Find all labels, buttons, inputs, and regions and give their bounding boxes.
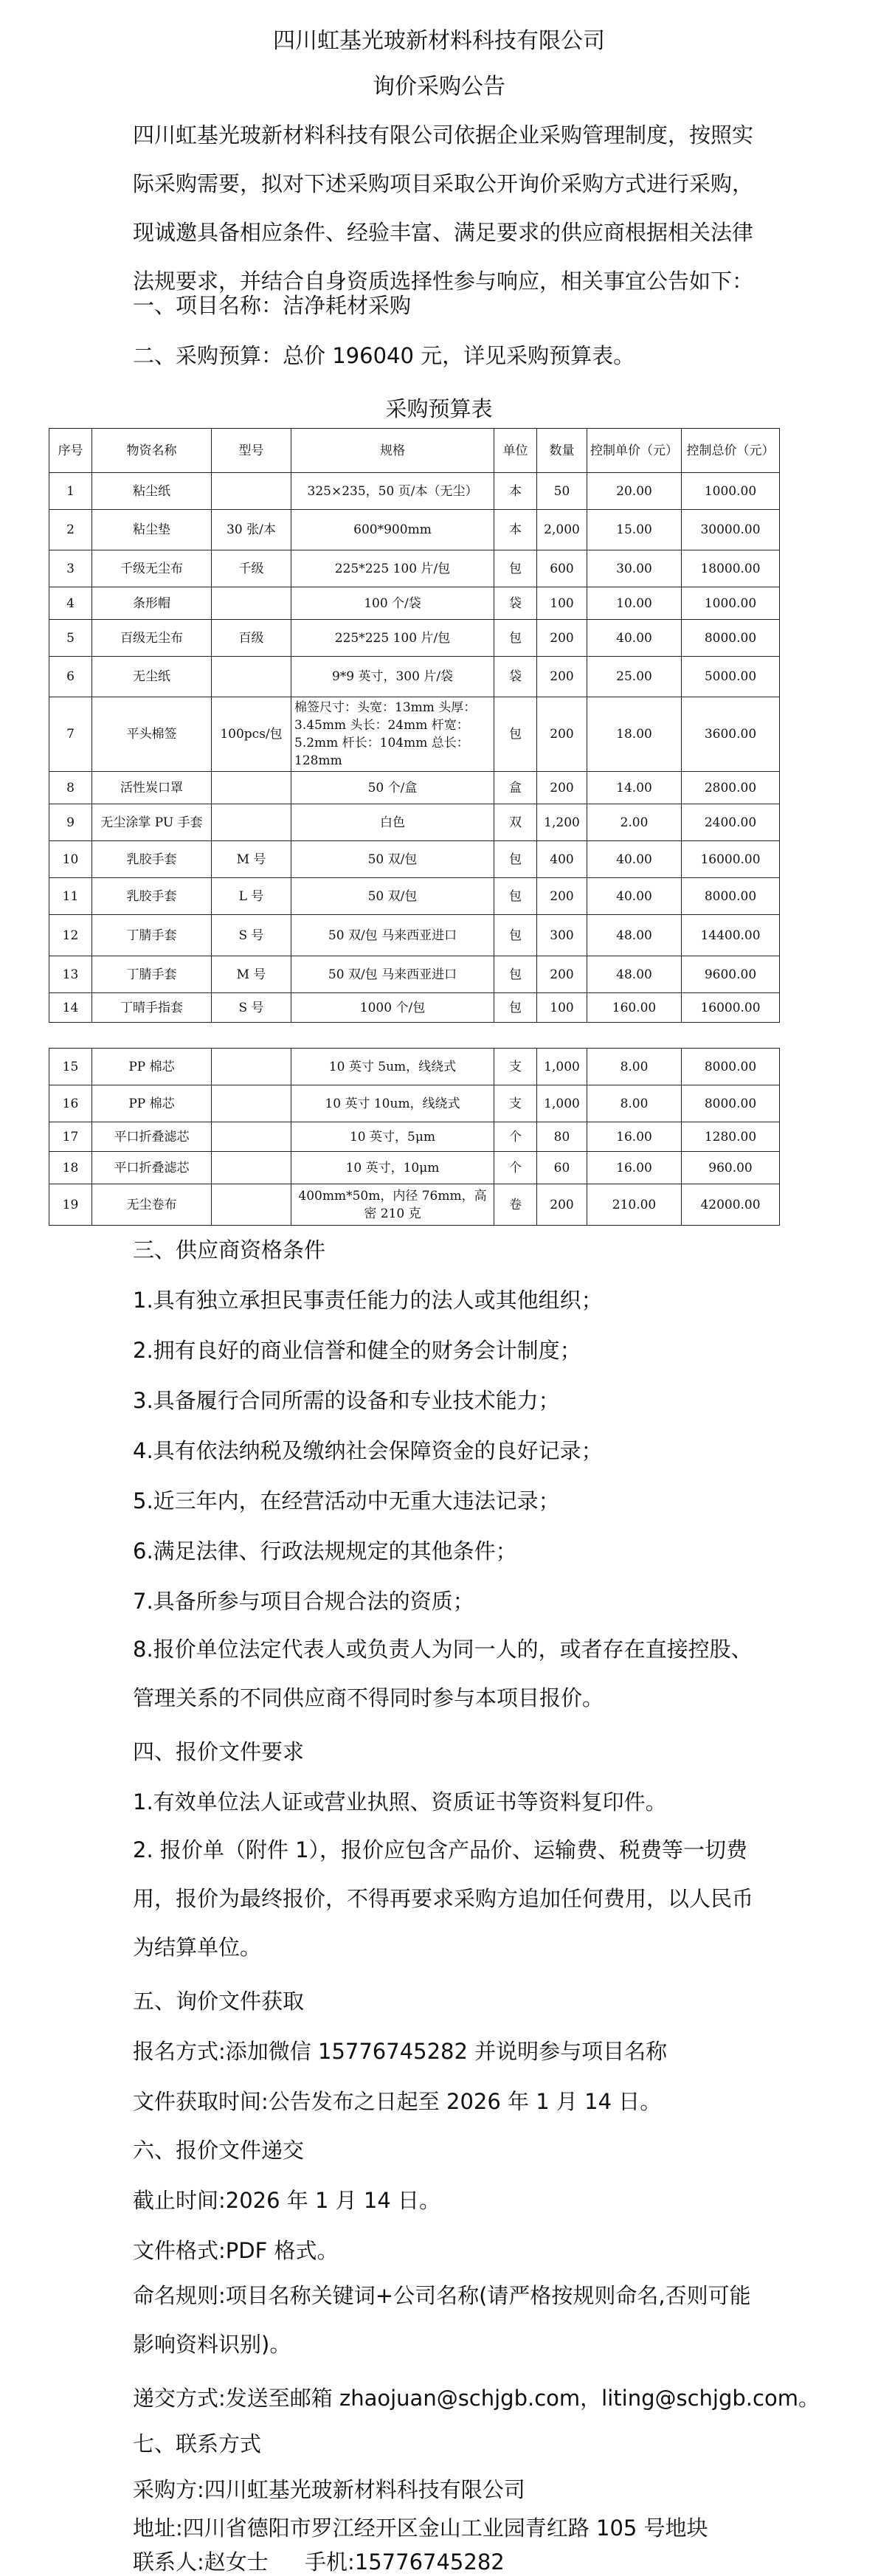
cell-total: 3600.00 [682, 697, 780, 772]
cell-total: 2800.00 [682, 772, 780, 804]
cell-spec: 1000 个/包 [291, 993, 494, 1023]
section-4-title: 四、报价文件要求 [133, 1739, 305, 1764]
cell-spec: 50 双/包 马来西亚进口 [291, 915, 494, 956]
cell-seq: 12 [49, 915, 92, 956]
table-header-row [49, 429, 780, 473]
cell-unit: 盒 [494, 772, 537, 804]
sec5-item-2: 文件获取时间:公告发布之日起至 2026 年 1 月 14 日。 [133, 2089, 662, 2114]
cell-seq: 11 [49, 878, 92, 915]
budget-table [49, 428, 780, 1023]
table-row [49, 620, 780, 657]
cell-name: PP 棉芯 [92, 1085, 212, 1122]
cell-unit: 包 [494, 841, 537, 878]
cell-model [212, 1152, 291, 1184]
table-row [49, 1049, 780, 1085]
cell-unit: 包 [494, 697, 537, 772]
cell-seq: 1 [49, 473, 92, 510]
table-row [49, 878, 780, 915]
cell-total: 42000.00 [682, 1184, 780, 1226]
cell-name: 条形帽 [92, 587, 212, 620]
cell-model [212, 804, 291, 841]
intro-paragraph: 四川虹基光玻新材料科技有限公司依据企业采购管理制度，按照实际采购需要，拟对下述采购项目采取公开询价采购方式进行采购，现诚邀具备相应条件、经验丰富、满足要求的供应商根据相关法律法规要求，并结合自身资质选择性参与响应，相关事宜公告如下： [133, 122, 754, 294]
cell-unit: 袋 [494, 657, 537, 697]
cell-price: 8.00 [587, 1049, 682, 1085]
cell-model: M 号 [212, 956, 291, 993]
cell-unit: 袋 [494, 587, 537, 620]
cell-name: 平头棉签 [92, 697, 212, 772]
sec7-contact: 联系人:赵女士 [133, 2549, 269, 2575]
cell-qty: 200 [537, 1184, 587, 1226]
cell-unit: 包 [494, 993, 537, 1023]
section-5-title: 五、询价文件获取 [133, 1989, 305, 2014]
cell-qty: 300 [537, 915, 587, 956]
table-row [49, 915, 780, 956]
sec4-item-2: 2. 报价单（附件 1），报价应包含产品价、运输费、税费等一切费用，报价为最终报价，不得再要求采购方追加任何费用，以人民币为结算单位。 [133, 1837, 754, 1960]
header-name: 物资名称 [92, 429, 212, 473]
section-6-title: 六、报价文件递交 [133, 2138, 305, 2163]
cell-qty: 200 [537, 956, 587, 993]
sec3-item-1: 1.具有独立承担民事责任能力的法人或其他组织； [133, 1288, 603, 1313]
sec7-item-1: 采购方:四川虹基光玻新材料科技有限公司 [133, 2477, 525, 2502]
cell-model [212, 1122, 291, 1152]
cell-total: 9600.00 [682, 956, 780, 993]
table-row [49, 1152, 780, 1184]
cell-total: 1000.00 [682, 473, 780, 510]
cell-qty: 50 [537, 473, 587, 510]
table-row [49, 804, 780, 841]
cell-name: PP 棉芯 [92, 1049, 212, 1085]
cell-total: 8000.00 [682, 1085, 780, 1122]
cell-name: 丁腈手套 [92, 956, 212, 993]
cell-name: 无尘卷布 [92, 1184, 212, 1226]
cell-name: 乳胶手套 [92, 878, 212, 915]
cell-seq: 8 [49, 772, 92, 804]
cell-spec: 50 个/盒 [291, 772, 494, 804]
cell-qty: 600 [537, 550, 587, 587]
cell-spec: 50 双/包 [291, 841, 494, 878]
cell-model [212, 772, 291, 804]
cell-total: 16000.00 [682, 841, 780, 878]
cell-total: 1000.00 [682, 587, 780, 620]
cell-spec: 50 双/包 [291, 878, 494, 915]
cell-qty: 1,200 [537, 804, 587, 841]
cell-price: 160.00 [587, 993, 682, 1023]
budget-table-title: 采购预算表 [385, 396, 493, 421]
cell-price: 25.00 [587, 657, 682, 697]
cell-qty: 100 [537, 587, 587, 620]
section-3-title: 三、供应商资格条件 [133, 1237, 326, 1263]
table-row [49, 956, 780, 993]
cell-name: 无尘涂掌 PU 手套 [92, 804, 212, 841]
table-row [49, 1085, 780, 1122]
header-qty: 数量 [537, 429, 587, 473]
cell-qty: 2,000 [537, 510, 587, 550]
cell-model: S 号 [212, 993, 291, 1023]
cell-model: 百级 [212, 620, 291, 657]
cell-qty: 200 [537, 697, 587, 772]
cell-total: 14400.00 [682, 915, 780, 956]
header-unit-price: 控制单价（元） [587, 429, 682, 473]
header-spec: 规格 [291, 429, 494, 473]
sec7-phone: 手机:15776745282 [305, 2549, 505, 2575]
cell-spec: 10 英寸 10um，线绕式 [291, 1085, 494, 1122]
cell-unit: 包 [494, 956, 537, 993]
cell-qty: 60 [537, 1152, 587, 1184]
sec7-contact-phone-line [133, 2546, 505, 2576]
table-row [49, 697, 780, 772]
sec3-item-8: 8.报价单位法定代表人或负责人为同一人的，或者存在直接控股、管理关系的不同供应商不得同时参与本项目报价。 [133, 1637, 753, 1710]
sec3-item-5: 5.近三年内，在经营活动中无重大违法记录； [133, 1488, 560, 1513]
cell-spec: 325×235，50 页/本（无尘） [291, 473, 494, 510]
header-seq: 序号 [49, 429, 92, 473]
cell-price: 210.00 [587, 1184, 682, 1226]
cell-model [212, 587, 291, 620]
cell-qty: 200 [537, 878, 587, 915]
cell-spec: 棉签尺寸：头宽：13mm 头厚：3.45mm 头长：24mm 杆宽：5.2mm 杆长：104mm 总长： 128mm [291, 697, 494, 772]
cell-spec: 225*225 100 片/包 [291, 620, 494, 657]
cell-name: 平口折叠滤芯 [92, 1152, 212, 1184]
sec4-item-1: 1.有效单位法人证或营业执照、资质证书等资料复印件。 [133, 1789, 667, 1814]
cell-qty: 1,000 [537, 1049, 587, 1085]
table-row [49, 587, 780, 620]
cell-total: 2400.00 [682, 804, 780, 841]
cell-name: 粘尘垫 [92, 510, 212, 550]
cell-seq: 4 [49, 587, 92, 620]
cell-name: 活性炭口罩 [92, 772, 212, 804]
cell-model: 30 张/本 [212, 510, 291, 550]
cell-seq: 3 [49, 550, 92, 587]
cell-price: 15.00 [587, 510, 682, 550]
cell-qty: 1,000 [537, 1085, 587, 1122]
cell-model: L 号 [212, 878, 291, 915]
cell-name: 千级无尘布 [92, 550, 212, 587]
cell-name: 百级无尘布 [92, 620, 212, 657]
cell-spec: 600*900mm [291, 510, 494, 550]
table-row [49, 841, 780, 878]
cell-spec: 10 英寸，10μm [291, 1152, 494, 1184]
cell-qty: 200 [537, 620, 587, 657]
sec3-item-7: 7.具备所参与项目合规合法的资质； [133, 1589, 474, 1614]
cell-price: 16.00 [587, 1152, 682, 1184]
table-row [49, 657, 780, 697]
cell-seq: 9 [49, 804, 92, 841]
cell-model [212, 657, 291, 697]
table-row [49, 1184, 780, 1226]
cell-total: 8000.00 [682, 620, 780, 657]
sec6-item-3: 命名规则:项目名称关键词+公司名称(请严格按规则命名,否则可能影响资料识别)。 [133, 2283, 751, 2357]
cell-model: 千级 [212, 550, 291, 587]
cell-qty: 100 [537, 993, 587, 1023]
cell-unit: 支 [494, 1049, 537, 1085]
cell-unit: 本 [494, 473, 537, 510]
cell-name: 平口折叠滤芯 [92, 1122, 212, 1152]
cell-total: 960.00 [682, 1152, 780, 1184]
cell-total: 1280.00 [682, 1122, 780, 1152]
sec6-item-4: 递交方式:发送至邮箱 zhaojuan@schjgb.com，liting@schjgb.com。 [133, 2386, 820, 2411]
cell-price: 48.00 [587, 956, 682, 993]
cell-spec: 10 英寸 5um，线绕式 [291, 1049, 494, 1085]
table-row [49, 473, 780, 510]
cell-name: 无尘纸 [92, 657, 212, 697]
cell-price: 30.00 [587, 550, 682, 587]
cell-seq: 16 [49, 1085, 92, 1122]
sec3-item-6: 6.满足法律、行政法规规定的其他条件； [133, 1539, 517, 1564]
cell-name: 丁晴手指套 [92, 993, 212, 1023]
cell-qty: 200 [537, 657, 587, 697]
cell-unit: 双 [494, 804, 537, 841]
cell-seq: 17 [49, 1122, 92, 1152]
cell-unit: 本 [494, 510, 537, 550]
cell-model: S 号 [212, 915, 291, 956]
cell-seq: 15 [49, 1049, 92, 1085]
table-row [49, 772, 780, 804]
sec5-item-1: 报名方式:添加微信 15776745282 并说明参与项目名称 [133, 2039, 668, 2064]
document-title: 询价采购公告 [373, 74, 505, 100]
cell-seq: 7 [49, 697, 92, 772]
cell-model [212, 1049, 291, 1085]
cell-seq: 5 [49, 620, 92, 657]
cell-model: M 号 [212, 841, 291, 878]
cell-seq: 13 [49, 956, 92, 993]
table-row [49, 550, 780, 587]
cell-qty: 80 [537, 1122, 587, 1152]
cell-model: 100pcs/包 [212, 697, 291, 772]
table-row [49, 993, 780, 1023]
sec3-item-3: 3.具备履行合同所需的设备和专业技术能力； [133, 1388, 560, 1413]
cell-price: 2.00 [587, 804, 682, 841]
cell-name: 乳胶手套 [92, 841, 212, 878]
project-budget: 二、采购预算：总价 196040 元，详见采购预算表。 [133, 343, 635, 368]
cell-unit: 卷 [494, 1184, 537, 1226]
cell-price: 14.00 [587, 772, 682, 804]
cell-seq: 18 [49, 1152, 92, 1184]
cell-spec: 225*225 100 片/包 [291, 550, 494, 587]
cell-spec: 50 双/包 马来西亚进口 [291, 956, 494, 993]
cell-seq: 2 [49, 510, 92, 550]
company-title: 四川虹基光玻新材料科技有限公司 [273, 28, 605, 54]
cell-price: 40.00 [587, 878, 682, 915]
cell-spec: 9*9 英寸，300 片/袋 [291, 657, 494, 697]
cell-price: 40.00 [587, 620, 682, 657]
sec6-item-2: 文件格式:PDF 格式。 [133, 2238, 339, 2263]
cell-seq: 10 [49, 841, 92, 878]
cell-total: 18000.00 [682, 550, 780, 587]
cell-total: 8000.00 [682, 1049, 780, 1085]
cell-model [212, 473, 291, 510]
cell-spec: 白色 [291, 804, 494, 841]
cell-unit: 包 [494, 915, 537, 956]
cell-unit: 个 [494, 1122, 537, 1152]
cell-spec: 100 个/袋 [291, 587, 494, 620]
cell-seq: 19 [49, 1184, 92, 1226]
header-model: 型号 [212, 429, 291, 473]
section-7-title: 七、联系方式 [133, 2431, 262, 2456]
cell-price: 40.00 [587, 841, 682, 878]
cell-seq: 6 [49, 657, 92, 697]
sec6-item-1: 截止时间:2026 年 1 月 14 日。 [133, 2188, 441, 2213]
cell-qty: 200 [537, 772, 587, 804]
cell-price: 10.00 [587, 587, 682, 620]
cell-total: 30000.00 [682, 510, 780, 550]
project-name: 一、项目名称：洁净耗材采购 [133, 293, 412, 318]
cell-model [212, 1184, 291, 1226]
header-unit: 单位 [494, 429, 537, 473]
cell-price: 20.00 [587, 473, 682, 510]
sec3-item-2: 2.拥有良好的商业信誉和健全的财务会计制度； [133, 1338, 581, 1363]
cell-name: 粘尘纸 [92, 473, 212, 510]
cell-unit: 包 [494, 620, 537, 657]
cell-unit: 包 [494, 550, 537, 587]
cell-total: 16000.00 [682, 993, 780, 1023]
cell-name: 丁腈手套 [92, 915, 212, 956]
table-row [49, 1122, 780, 1152]
cell-spec: 10 英寸，5μm [291, 1122, 494, 1152]
cell-price: 16.00 [587, 1122, 682, 1152]
cell-total: 5000.00 [682, 657, 780, 697]
cell-qty: 400 [537, 841, 587, 878]
cell-price: 48.00 [587, 915, 682, 956]
cell-spec: 400mm*50m，内径 76mm，高密 210 克 [291, 1184, 494, 1226]
cell-unit: 支 [494, 1085, 537, 1122]
cell-model [212, 1085, 291, 1122]
cell-total: 8000.00 [682, 878, 780, 915]
cell-unit: 包 [494, 878, 537, 915]
header-total-price: 控制总价（元） [682, 429, 780, 473]
cell-price: 18.00 [587, 697, 682, 772]
cell-price: 8.00 [587, 1085, 682, 1122]
budget-table-continued [49, 1048, 780, 1226]
sec3-item-4: 4.具有依法纳税及缴纳社会保障资金的良好记录； [133, 1438, 603, 1463]
table-row [49, 510, 780, 550]
cell-seq: 14 [49, 993, 92, 1023]
sec7-item-2: 地址:四川省德阳市罗江经开区金山工业园青红路 105 号地块 [133, 2515, 708, 2541]
cell-unit: 个 [494, 1152, 537, 1184]
